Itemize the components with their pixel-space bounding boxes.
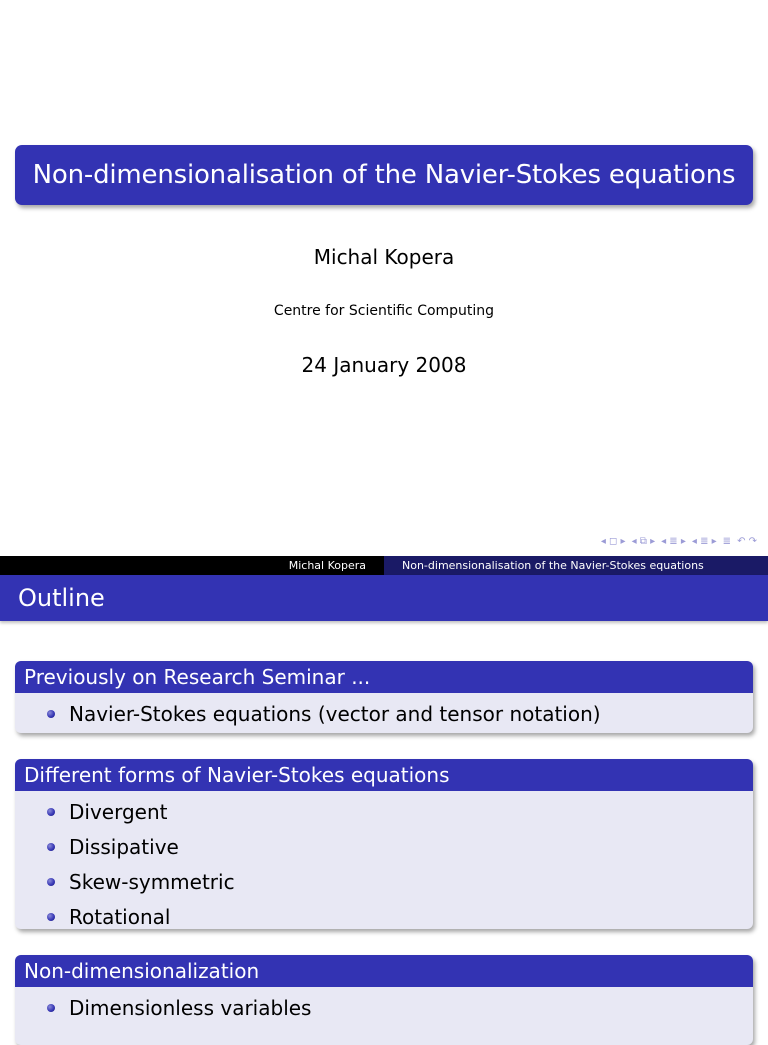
nav-search-icon[interactable]: ↶ ↷ [737,536,757,547]
block-body [15,791,753,929]
list-item-text: Rotational [69,904,171,929]
block-title: Non-dimensionalization [15,955,753,987]
presentation-date: 24 January 2008 [301,353,467,377]
block-different-forms [15,759,753,929]
bullet-icon [47,710,55,718]
institute-name: Centre for Scientific Computing [273,303,495,319]
bullet-icon [47,878,55,886]
presentation-title: Non-dimensionalisation of the Navier-Stokes equations [15,145,753,205]
list-item [15,990,753,1025]
block-previously [15,661,753,733]
list-item-text: Dissipative [69,834,179,859]
nav-document-icon[interactable]: ◂ ≣ ▸ [691,536,717,547]
list-item [15,864,753,899]
list-item [15,899,753,929]
nav-frame-icon[interactable]: ◂ ◻ ▸ [600,536,626,547]
author-name: Michal Kopera [313,245,455,269]
footline-title: Non-dimensionalisation of the Navier-Stokes equations [384,556,768,575]
nav-appendix-icon[interactable]: ≣ [722,536,732,547]
list-item-text: Dimensionless variables [69,995,312,1020]
frame-title: Outline [0,575,768,621]
list-item-text: Divergent [69,799,168,824]
bullet-icon [47,843,55,851]
block-body [15,693,753,733]
navigation-controls [600,536,758,547]
footline-author: Michal Kopera [0,556,384,575]
nav-subsection-icon[interactable]: ◂ ⧉ ▸ [631,536,656,547]
list-item [15,794,753,829]
block-title: Different forms of Navier-Stokes equations [15,759,753,791]
list-item-text: Skew-symmetric [69,869,235,894]
bullet-icon [47,913,55,921]
bullet-icon [47,1004,55,1012]
list-item [15,829,753,864]
list-item [15,696,753,731]
list-item-text: Navier-Stokes equations (vector and tensor notation) [69,701,601,726]
block-body [15,987,753,1029]
block-non-dimensionalization [15,955,753,1045]
footline [0,556,768,575]
bullet-icon [47,808,55,816]
nav-section-icon[interactable]: ◂ ≣ ▸ [661,536,686,547]
block-title: Previously on Research Seminar ... [15,661,753,693]
